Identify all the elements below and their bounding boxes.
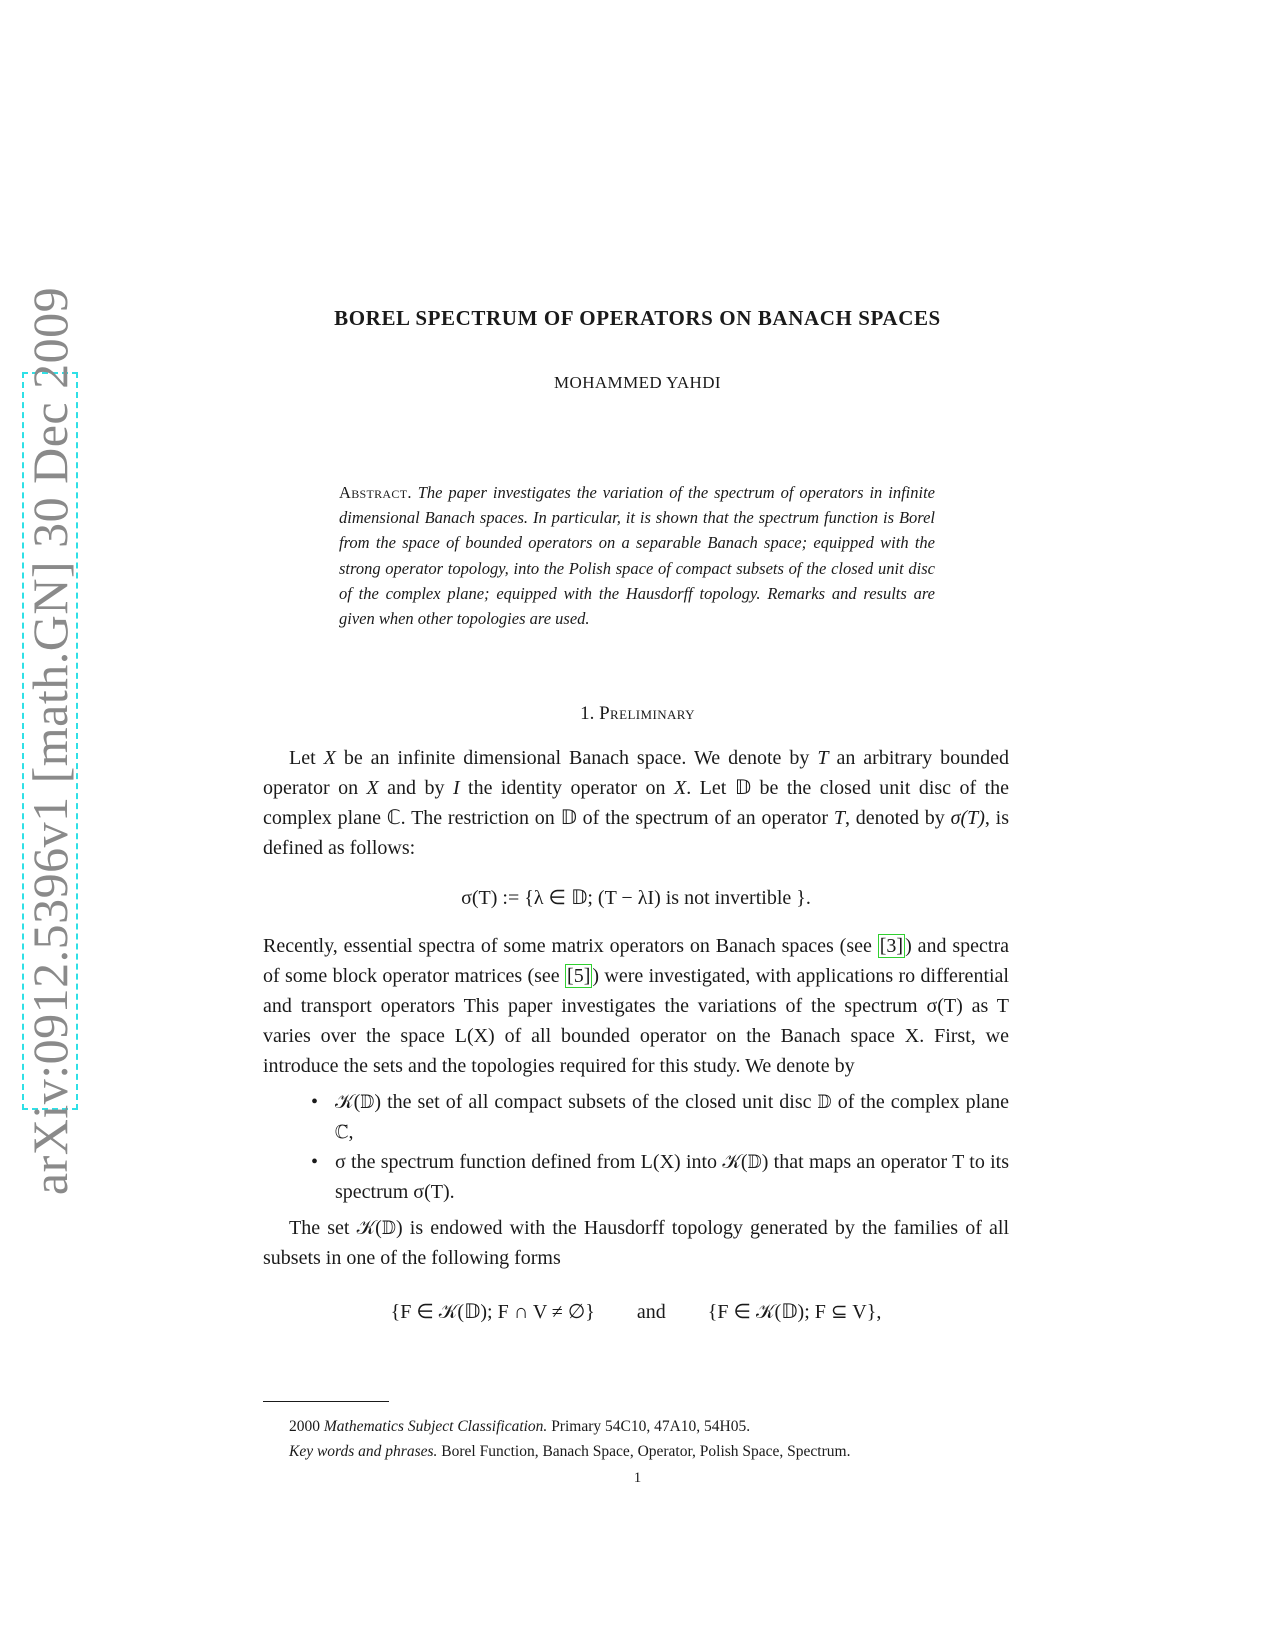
main-text [263, 743, 1009, 1327]
footnote-msc: 2000 Mathematics Subject Classification. Primary 54C10, 47A10, 54H05. [289, 1418, 751, 1435]
citation-3-link[interactable]: [3] [879, 935, 904, 957]
section-heading [0, 703, 1275, 725]
spectrum-definition-equation: σ(T) := {λ ∈ 𝔻; (T − λI) is not invertible }. [461, 887, 811, 909]
arxiv-side-stamp [22, 286, 79, 1196]
abstract [339, 480, 935, 631]
arxiv-id: arXiv:0912.5396v1 [math.GN] 30 Dec 2009 [22, 286, 79, 1196]
paper-author: MOHAMMED YAHDI [554, 373, 721, 392]
form-left: {F ∈ 𝒦(𝔻); F ∩ V ≠ ∅} [390, 1301, 595, 1323]
list-item: • σ the spectrum function defined from L(X) into 𝒦(𝔻) that maps an operator T to its spectrum σ(T). [335, 1147, 1009, 1207]
paragraph-1: Let X be an infinite dimensional Banach space. We denote by T an arbitrary bounded operator on X and by I the identity operator on X. Let 𝔻 be the closed unit disc of the complex plane ℂ. The restriction on 𝔻 of the spectrum of an operator T, denoted by σ(T), is defined as follows: [263, 747, 1010, 859]
paragraph-2: Recently, essential spectra of some matrix operators on Banach spaces (see [3] ) and spectra of some block operator matrices (see [5] ) were investigated, with applications ro differential and transport operators This paper investigates the variations of the spectrum σ(T) as T varies over the space L(X) of all bounded operator on the Banach space X. First, we introduce the sets and the topologies required for this study. We denote by [263, 935, 1009, 1077]
definitions-list [263, 1087, 1009, 1207]
topology-forms-equation [263, 1297, 1009, 1327]
paper-title: BOREL SPECTRUM OF OPERATORS ON BANACH SPACES [334, 306, 941, 330]
page-number: 1 [633, 1470, 642, 1486]
abstract-label: Abstract. [339, 483, 412, 502]
form-right: {F ∈ 𝒦(𝔻); F ⊆ V}, [707, 1301, 882, 1323]
form-and: and [636, 1301, 666, 1323]
section-number: 1. [580, 703, 595, 724]
paragraph-3: The set 𝒦(𝔻) is endowed with the Hausdorff topology generated by the families of all subsets in one of the following forms [263, 1217, 1009, 1269]
footnote-rule [263, 1401, 389, 1402]
section-name: Preliminary [599, 703, 695, 724]
citation-5-link[interactable]: [5] [567, 965, 591, 987]
list-item: • 𝒦(𝔻) the set of all compact subsets of the closed unit disc 𝔻 of the complex plane ℂ, [335, 1087, 1009, 1147]
footnote-keywords: Key words and phrases. Borel Function, Banach Space, Operator, Polish Space, Spectrum. [289, 1443, 851, 1460]
abstract-text: The paper investigates the variation of the spectrum of operators in infinite dimensional Banach spaces. In particular, it is shown that the spectrum function is Borel from the space of bounded operators on a separable Banach space; equipped with the strong operator topology, into the Polish space of compact subsets of the closed unit disc of the complex plane; equipped with the Hausdorff topology. Remarks and results are given when other topologies are used. [339, 483, 935, 629]
